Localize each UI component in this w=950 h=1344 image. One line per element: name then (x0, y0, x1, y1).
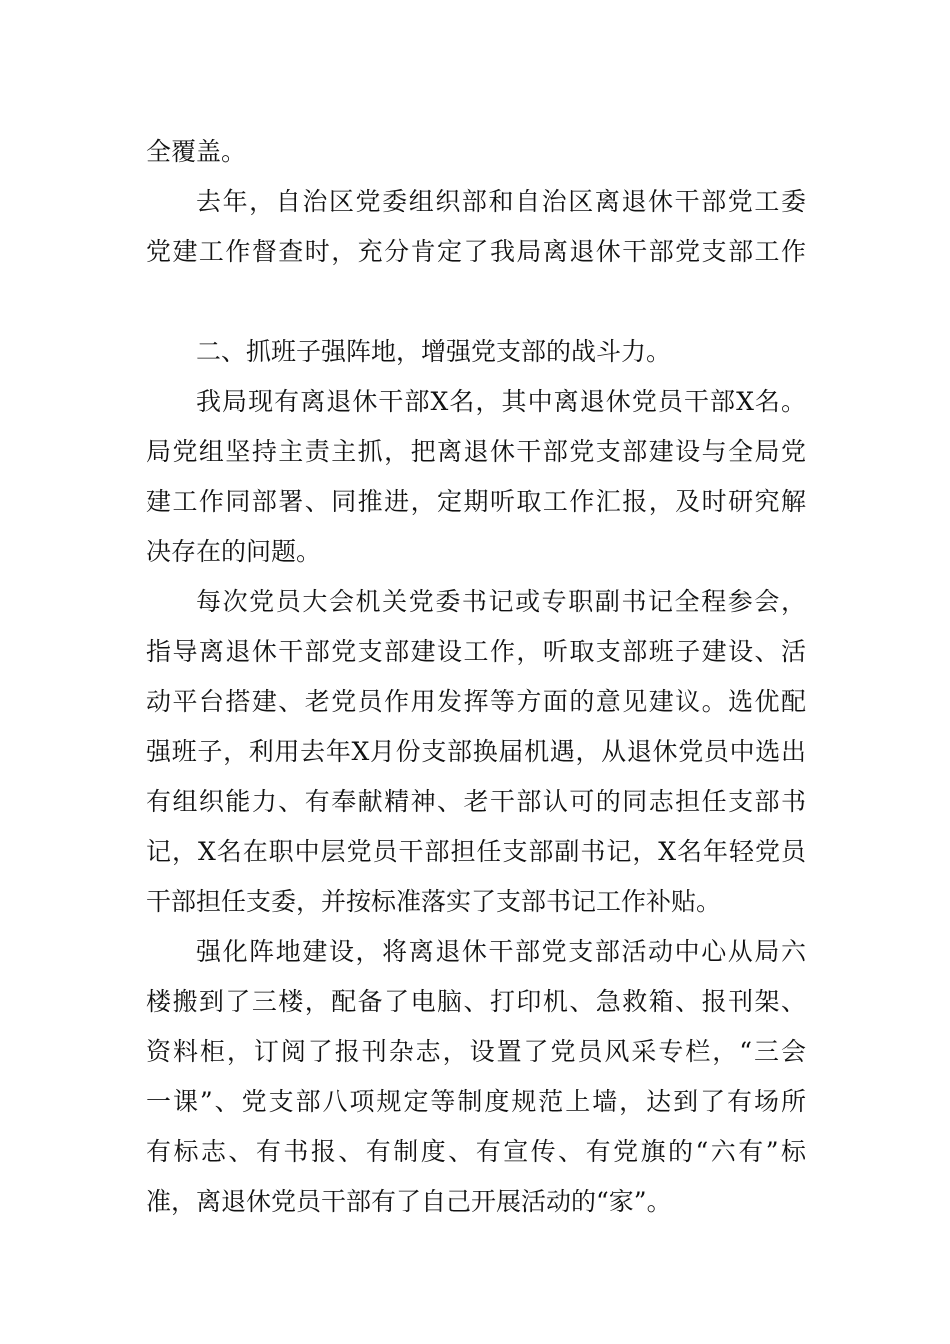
text-line-17: 楼搬到了三楼，配备了电脑、打印机、急救箱、报刊架、 (146, 987, 806, 1016)
text-line-1: 全覆盖。 (146, 137, 247, 166)
text-line-10: 指导离退休干部党支部建设工作，听取支部班子建设、活 (146, 637, 806, 666)
text-line-3: 党建工作督查时，充分肯定了我局离退休干部党支部工作 (146, 237, 806, 266)
text-line-5: 我局现有离退休干部X名，其中离退休党员干部X名。 (196, 387, 806, 416)
text-line-2: 去年，自治区党委组织部和自治区离退休干部党工委 (196, 187, 806, 216)
text-line-9: 每次党员大会机关党委书记或专职副书记全程参会， (196, 587, 806, 616)
text-line-7: 建工作同部署、同推进，定期听取工作汇报，及时研究解 (146, 487, 806, 516)
text-line-20: 有标志、有书报、有制度、有宣传、有党旗的“六有”标 (146, 1137, 806, 1166)
text-line-15: 干部担任支委，并按标准落实了支部书记工作补贴。 (146, 887, 722, 916)
text-line-8: 决存在的问题。 (146, 537, 322, 566)
text-line-13: 有组织能力、有奉献精神、老干部认可的同志担任支部书 (146, 787, 806, 816)
text-line-6: 局党组坚持主责主抓，把离退休干部党支部建设与全局党 (146, 437, 806, 466)
text-line-16: 强化阵地建设，将离退休干部党支部活动中心从局六 (196, 937, 806, 966)
text-line-21: 准，离退休党员干部有了自己开展活动的“家”。 (146, 1187, 672, 1216)
text-line-19: 一课”、党支部八项规定等制度规范上墙，达到了有场所 (146, 1087, 806, 1116)
text-line-18: 资料柜，订阅了报刊杂志，设置了党员风采专栏，“三会 (146, 1037, 806, 1066)
text-line-14: 记，X名在职中层党员干部担任支部副书记，X名年轻党员 (146, 837, 806, 866)
text-line-11: 动平台搭建、老党员作用发挥等方面的意见建议。选优配 (146, 687, 806, 716)
text-line-12: 强班子，利用去年X月份支部换届机遇，从退休党员中选出 (146, 737, 806, 766)
section-heading: 二、抓班子强阵地，增强党支部的战斗力。 (196, 337, 672, 366)
